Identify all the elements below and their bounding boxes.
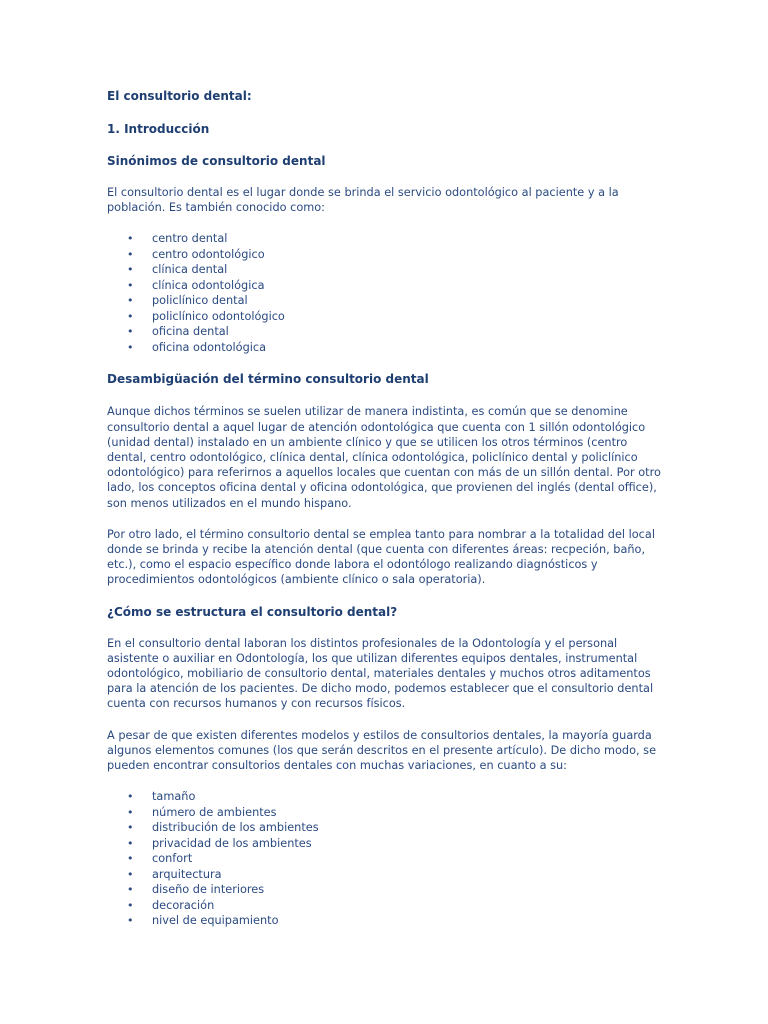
section-heading-introduction: 1. Introducción <box>107 122 210 136</box>
list-item: • oficina odontológica <box>127 340 267 354</box>
subheading-synonyms: Sinónimos de consultorio dental <box>107 154 326 168</box>
bullet-icon: • <box>127 821 134 835</box>
list-item: • distribución de los ambientes <box>127 821 319 835</box>
document-body <box>107 88 667 929</box>
list-item: • clínica odontológica <box>127 278 265 292</box>
list-item: • número de ambientes <box>127 805 277 819</box>
bullet-icon: • <box>127 247 134 261</box>
paragraph-structure-2: A pesar de que existen diferentes modelos y estilos de consultorios dentales, la mayoría guarda algunos elementos comunes (los que serán descritos en el presente artículo). De dicho modo, se pueden encontrar consultorios dentales con muchas variaciones, en cuanto a su: <box>107 728 657 773</box>
list-item: • policlínico odontológico <box>127 309 285 323</box>
list-item: • decoración <box>127 898 215 912</box>
list-item: • centro odontológico <box>127 247 265 261</box>
list-item: • nivel de equipamiento <box>127 914 279 928</box>
list-item: • oficina dental <box>127 325 229 339</box>
list-item: • privacidad de los ambientes <box>127 836 312 850</box>
bullet-icon: • <box>127 790 134 804</box>
paragraph-disambiguation-1: Aunque dichos términos se suelen utilizar de manera indistinta, es común que se denomine consultorio dental a aquel lugar de atención odontológica que cuenta con 1 sillón odontológico (unidad dental) instalado en un ambiente clínico y que se utilicen los otros términos (centro dental, centro odontológico, clínica dental, clínica odontológica, policlínico dental y policlínico odontológico) para referirnos a aquellos locales que cuentan con más de un sillón dental. Por otro lado, los conceptos oficina dental y oficina odontológica, que provienen del inglés (dental office), son menos utilizados en el mundo hispano. <box>107 405 661 510</box>
bullet-icon: • <box>127 278 134 292</box>
variations-list <box>107 789 667 929</box>
list-item: • confort <box>127 852 193 866</box>
paragraph-structure-1: En el consultorio dental laboran los distintos profesionales de la Odontología y el personal asistente o auxiliar en Odontología, los que utilizan diferentes equipos dentales, instrumental odontológico, mobiliario de consultorio dental, materiales dentales y muchos otros aditamentos para la atención de los pacientes. De dicho modo, podemos establecer que el consultorio dental cuenta con recursos humanos y con recursos físicos. <box>107 636 654 711</box>
bullet-icon: • <box>127 294 134 308</box>
bullet-icon: • <box>127 263 134 277</box>
bullet-icon: • <box>127 340 134 354</box>
bullet-icon: • <box>127 898 134 912</box>
bullet-icon: • <box>127 805 134 819</box>
bullet-icon: • <box>127 325 134 339</box>
list-item: • diseño de interiores <box>127 883 265 897</box>
list-item: • clínica dental <box>127 263 228 277</box>
subheading-structure: ¿Cómo se estructura el consultorio dental? <box>107 604 398 619</box>
list-item: • tamaño <box>127 790 196 804</box>
bullet-icon: • <box>127 883 134 897</box>
subheading-disambiguation: Desambigüación del término consultorio dental <box>107 372 429 387</box>
bullet-icon: • <box>127 914 134 928</box>
bullet-icon: • <box>127 836 134 850</box>
synonyms-list <box>107 231 667 355</box>
list-item: • centro dental <box>127 232 228 246</box>
document-title: El consultorio dental: <box>107 89 252 103</box>
bullet-icon: • <box>127 309 134 323</box>
list-item: • arquitectura <box>127 867 222 881</box>
paragraph-disambiguation-2: Por otro lado, el término consultorio dental se emplea tanto para nombrar a la totalidad del local donde se brinda y recibe la atención dental (que cuenta con diferentes áreas: recpeción, baño, etc.), como el espacio específico donde labora el odontólogo realizando diagnósticos y procedimientos odontológicos (ambiente clínico o sala operatoria). <box>107 527 655 587</box>
list-item: • policlínico dental <box>127 294 248 308</box>
bullet-icon: • <box>127 867 134 881</box>
paragraph-synonyms-intro: El consultorio dental es el lugar donde se brinda el servicio odontológico al paciente y a la población. Es también conocido como: <box>107 186 619 215</box>
bullet-icon: • <box>127 852 134 866</box>
bullet-icon: • <box>127 232 134 246</box>
